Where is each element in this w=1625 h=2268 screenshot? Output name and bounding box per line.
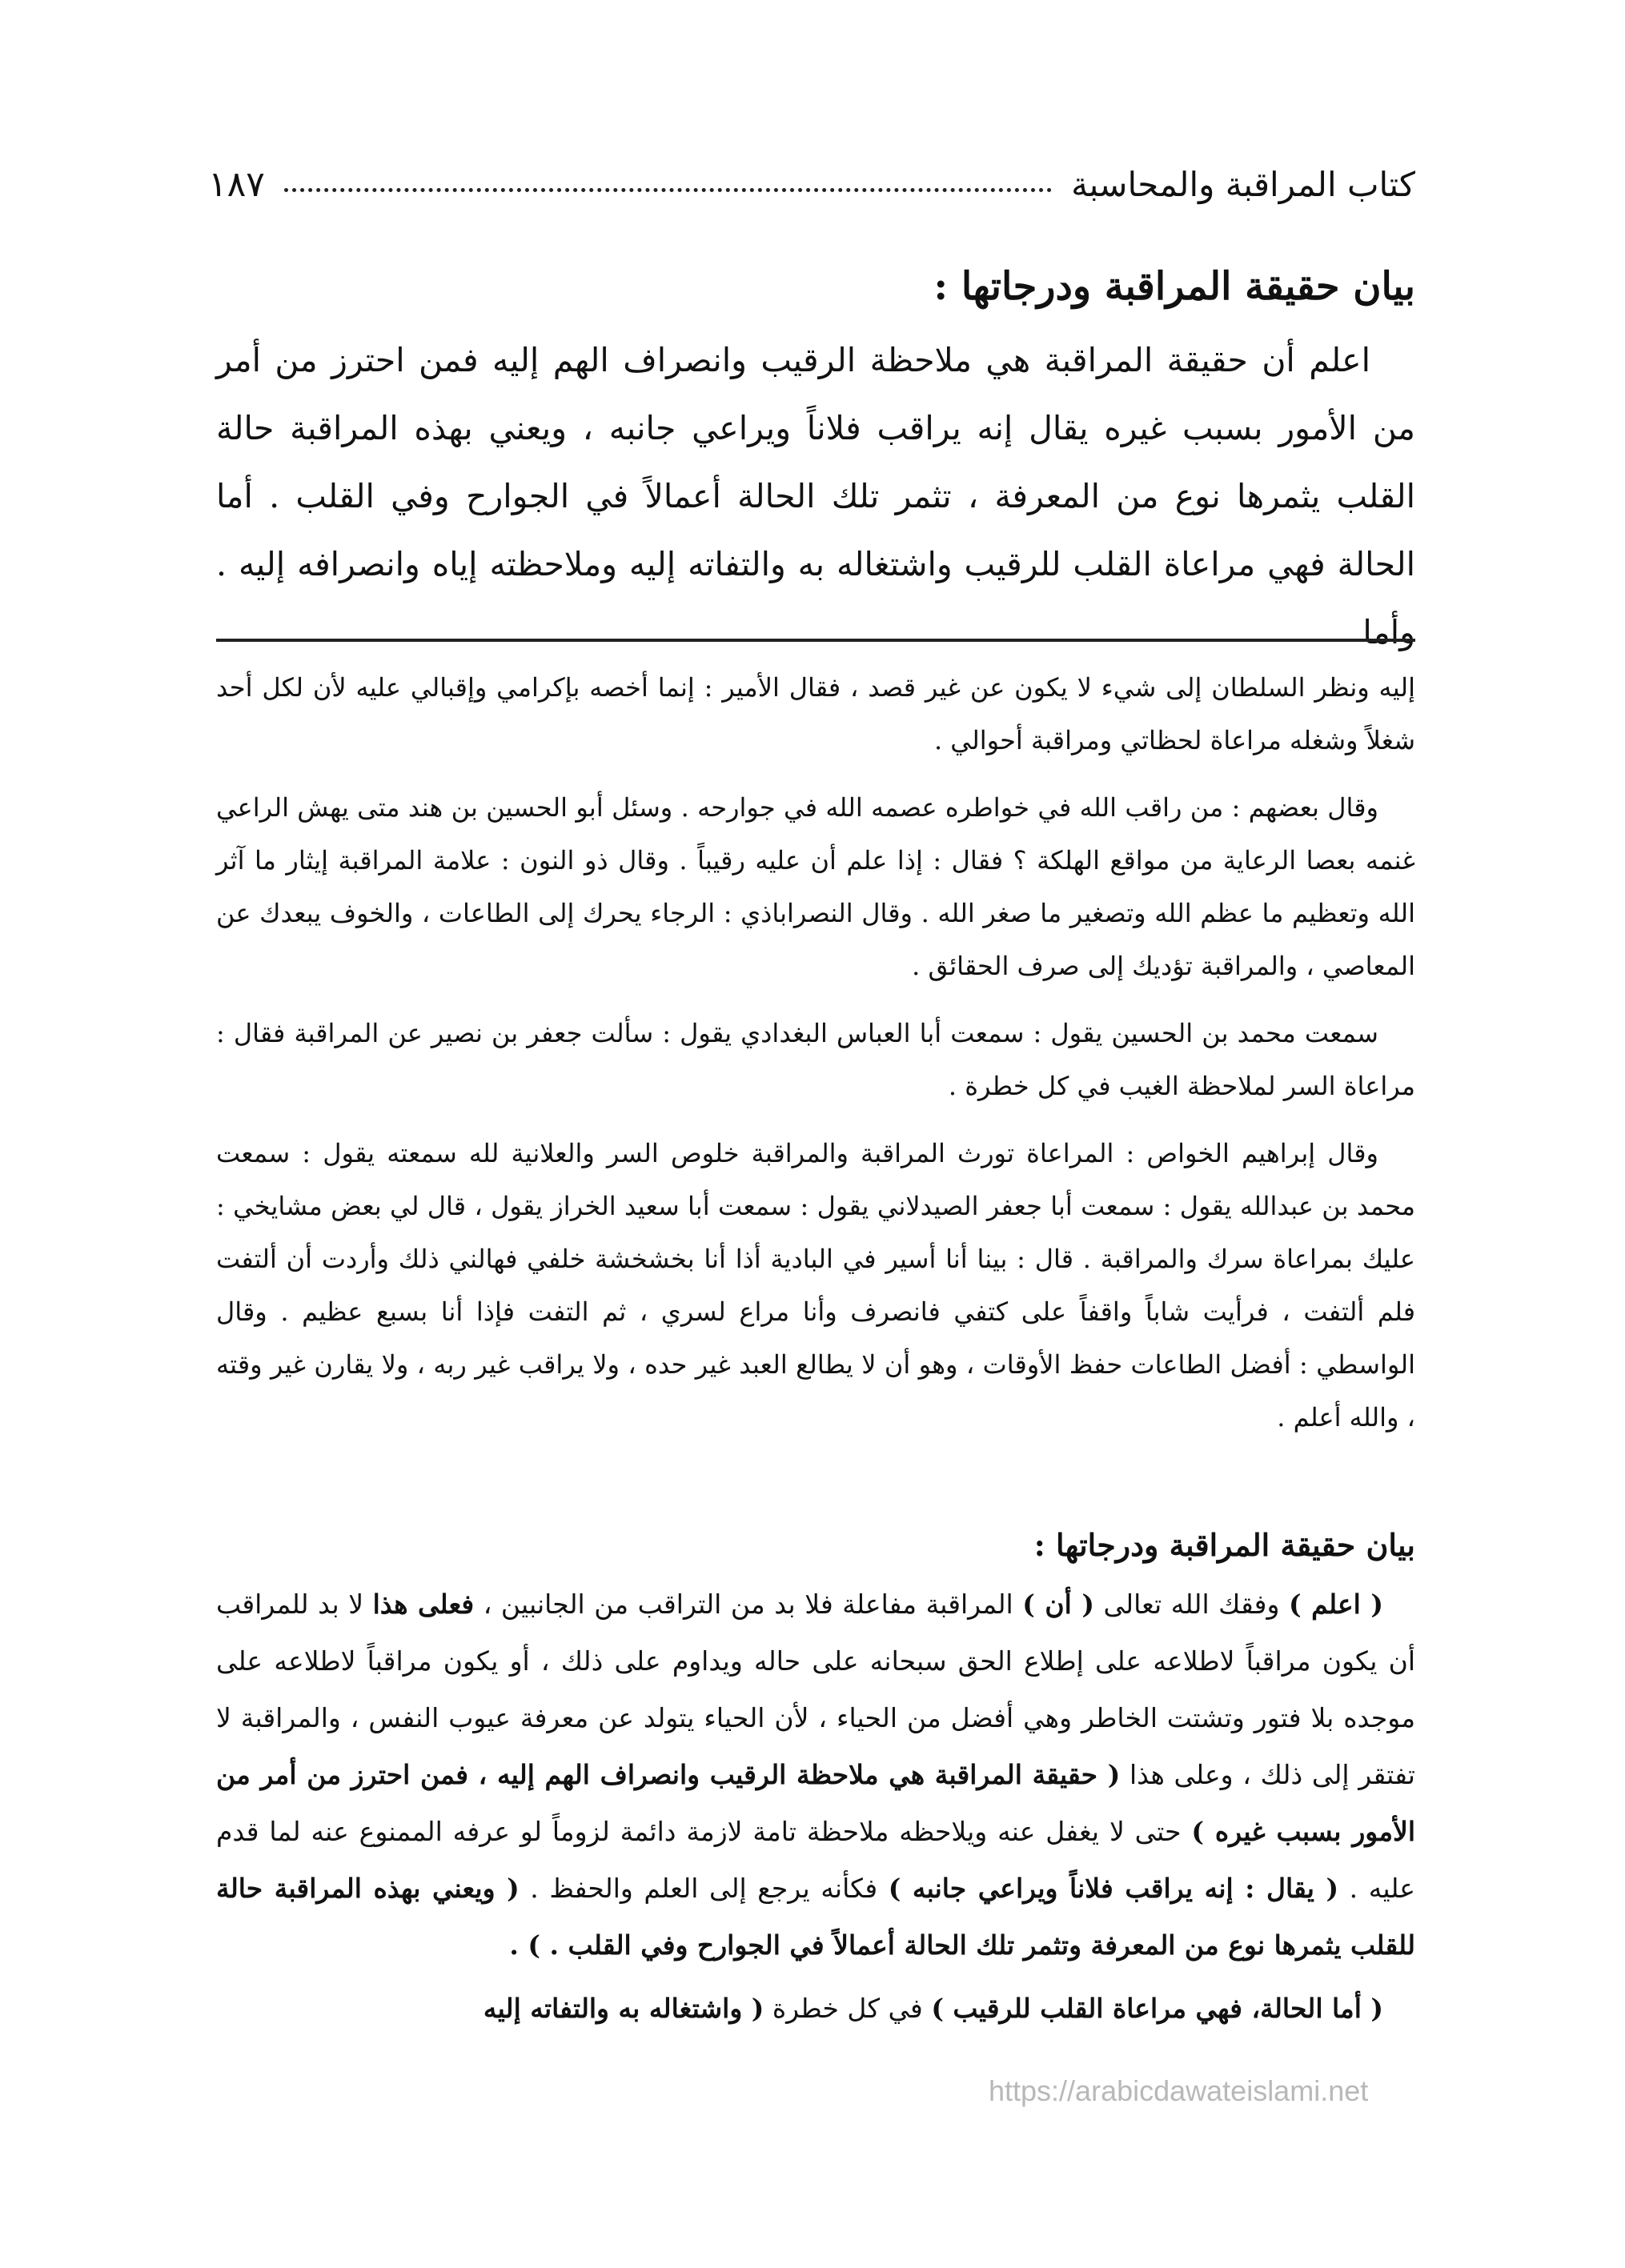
text-run: لا بد للمراقب أن يكون مراقباً لاطلاعه على إطلاع الحق سبحانه على حاله ويداوم على ذلك ، أو يكون مراقباً لاطلاعه على موجده بلا فتور وتشتت الخاطر وهي أفضل من الحياء ، لأن الحياء يتولد عن معرفة عيوب النفس ، والمراقبة لا تفتقر إلى ذلك ، وعلى هذا — [216, 1589, 1415, 1790]
bold-text-run: ( يقال : إنه يراقب فلاناً ويراعي جانبه ) — [888, 1873, 1339, 1904]
note-paragraph: سمعت محمد بن الحسين يقول : سمعت أبا العباس البغدادي يقول : سألت جعفر بن نصير عن المراقبة فقال : مراعاة السر لملاحظة الغيب في كل خطرة . — [216, 1018, 1415, 1101]
commentary-section — [216, 1527, 1415, 2037]
running-header — [208, 160, 1415, 208]
footnote-divider — [216, 639, 1415, 642]
text-run: فكأنه يرجع إلى العلم والحفظ . — [519, 1873, 889, 1904]
section-heading: بيان حقيقة المراقبة ودرجاتها : — [933, 264, 1415, 309]
bold-text-run: ( أما الحالة، فهي مراعاة القلب للرقيب ) — [931, 1993, 1383, 2024]
text-run: وفقك الله تعالى — [1093, 1589, 1289, 1620]
note-paragraph: وقال إبراهيم الخواص : المراعاة تورث المراقبة والمراقبة خلوص السر والعلانية لله سمعته يقول : سمعت محمد بن عبدالله يقول : سمعت أبا جعفر الصيدلاني يقول : سمعت أبا سعيد الخراز يقول ، قال لي بعض مشايخي : عليك بمراعاة سرك والمراقبة . قال : بينا أنا أسير في البادية أذا أنا بخشخشة خلفي فهالني ذلك وأردت أن ألتفت فلم ألتفت ، فرأيت شاباً واقفاً على كتفي فانصرف وأنا مراع لسري ، ثم التفت فإذا أنا بسبع عظيم . وقال الواسطي : أفضل الطاعات حفظ الأوقات ، وهو أن لا يطالع العبد غير حده ، ولا يراقب غير ربه ، ولا يقارن غير وقته ، والله أعلم . — [216, 1138, 1416, 1433]
note-paragraph: وقال بعضهم : من راقب الله في خواطره عصمه الله في جوارحه . وسئل أبو الحسين بن هند متى يهش الراعي غنمه بعصا الرعاية من مواقع الهلكة ؟ فقال : إذا علم أن عليه رقيباً . وقال ذو النون : علامة المراقبة إيثار ما آثر الله وتعظيم ما عظم الله وتصغير ما صغر الله . وقال النصراباذي : الرجاء يحرك إلى الطاعات ، والخوف يبعدك عن المعاصي ، والمراقبة تؤديك إلى صرف الحقائق . — [216, 792, 1416, 981]
bold-text-run: فعلى هذا — [372, 1589, 475, 1620]
watermark-url: https://arabicdawateislami.net — [989, 2074, 1369, 2107]
text-run: المراقبة مفاعلة فلا بد من التراقب من الجانبين ، — [474, 1589, 1023, 1620]
bold-text-run: ( أن ) — [1022, 1589, 1094, 1620]
text-run: في كل خطرة — [764, 1993, 932, 2024]
commentary-heading: بيان حقيقة المراقبة ودرجاتها : — [1033, 1527, 1415, 1563]
book-chapter-title: كتاب المراقبة والمحاسبة — [1071, 164, 1415, 204]
commentary-paragraph — [216, 1980, 1415, 2037]
main-paragraph: اعلم أن حقيقة المراقبة هي ملاحظة الرقيب وانصراف الهم إليه فمن احترز من أمر من الأمور بسبب غيره يقال إنه يراقب فلاناً ويراعي جانبه ، ويعني بهذه المراقبة حالة القلب يثمرها نوع من المعرفة ، تثمر تلك الحالة أعمالاً في الجوارح وفي القلب . أما الحالة فهي مراعاة القلب للرقيب واشتغاله به والتفاته إليه وملاحظته إياه وانصرافه إليه . وأما — [216, 341, 1415, 651]
page-number: ١٨٧ — [208, 163, 265, 205]
bold-text-run: ( اعلم ) — [1288, 1589, 1384, 1620]
text-run: حتى لا يغفل عنه ويلاحظه ملاحظة تامة لازمة دائمة لزوماً لو عرفه الممنوع عنه لما قدم عليه . — [216, 1816, 1415, 1904]
header-dot-leader — [284, 188, 1052, 192]
notes-section — [216, 661, 1415, 1444]
bold-text-run: ( واشتغاله به والتفاته إليه — [483, 1993, 764, 2024]
note-paragraph: إليه ونظر السلطان إلى شيء لا يكون عن غير قصد ، فقال الأمير : إنما أخصه بإكرامي وإقبالي عليه لأن لكل أحد شغلاً وشغله مراعاة لحظاتي ومراقبة أحوالي . — [216, 672, 1415, 755]
commentary-paragraph — [216, 1576, 1415, 1973]
main-section — [216, 264, 1415, 667]
bold-text-run: ( ويعني بهذه المراقبة حالة للقلب يثمرها نوع من المعرفة وتثمر تلك الحالة أعمالاً في الجوارح وفي القلب . ) . — [216, 1873, 1415, 1961]
bold-text-run: ( حقيقة المراقبة هي ملاحظة الرقيب وانصراف الهم إليه ، فمن احترز من أمر من الأمور بسبب غيره ) — [216, 1759, 1415, 1847]
